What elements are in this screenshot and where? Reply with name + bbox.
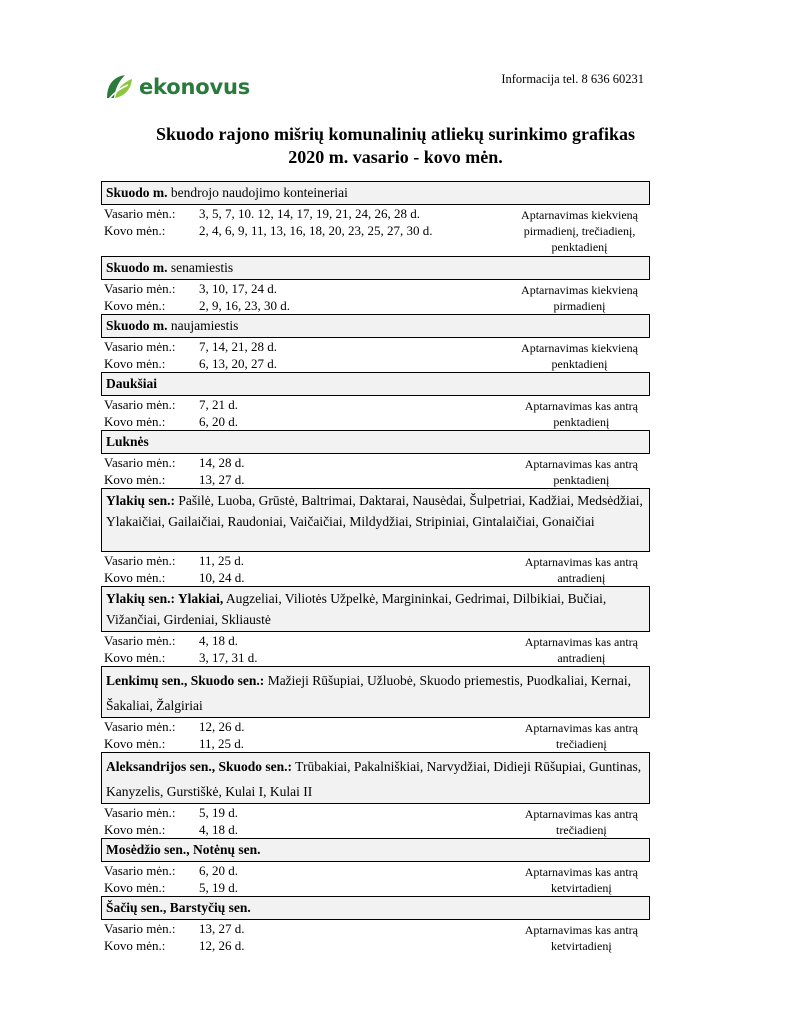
section-area-bold: Daukšiai [106, 376, 158, 391]
section-header [101, 430, 650, 454]
section-area-bold: Lenkimų sen., Skuodo sen.: [106, 673, 265, 688]
note-line: penktadienį [553, 415, 610, 429]
collection-days: 14, 28 d. [199, 455, 245, 470]
note-line: penktadienį [551, 357, 608, 371]
section-area-bold: Ylakių sen.: [106, 493, 176, 508]
section-header [101, 181, 650, 205]
month-label: Vasario mėn.: [104, 553, 176, 568]
title-line-2: 2020 m. vasario - kovo mėn. [288, 147, 503, 167]
month-label: Vasario mėn.: [104, 863, 176, 878]
note-line: Aptarnavimas kas antrą [524, 635, 638, 649]
section-area-bold: Aleksandrijos sen., Skuodo sen.: [106, 759, 293, 774]
collection-days: 13, 27 d. [199, 472, 245, 487]
schedule-table [101, 181, 650, 954]
month-label: Vasario mėn.: [104, 921, 176, 936]
note-line: trečiadienį [556, 823, 607, 837]
section-area-rest: naujamiestis [167, 318, 239, 333]
service-note [525, 864, 638, 896]
note-line: penktadienį [553, 473, 610, 487]
service-note [525, 634, 638, 666]
section-body [101, 920, 650, 954]
section-area-bold: Mosėdžio sen., Notėnų sen. [106, 842, 261, 857]
service-note [525, 720, 638, 752]
info-phone: Informacija tel. 8 636 60231 [501, 72, 644, 86]
collection-days: 7, 14, 21, 28 d. [199, 339, 277, 354]
month-label: Kovo mėn.: [104, 223, 166, 238]
page-title [0, 123, 791, 169]
note-line: ketvirtadienį [551, 939, 612, 953]
note-line: penktadienį [551, 240, 608, 254]
title-line-1: Skuodo rajono mišrių komunalinių atliekų surinkimo grafikas [155, 124, 636, 144]
section-header [101, 586, 650, 632]
section-area-bold: Ylakių sen.: Ylakiai, [106, 591, 224, 606]
note-line: Aptarnavimas kas antrą [524, 923, 638, 937]
section-header [101, 488, 650, 552]
service-note [525, 398, 638, 430]
ekonovus-leaf-icon [103, 71, 135, 103]
month-label: Kovo mėn.: [104, 938, 166, 953]
note-line: pirmadienį [553, 299, 606, 313]
section-body [101, 280, 650, 314]
section-body [101, 454, 650, 488]
collection-days: 3, 10, 17, 24 d. [199, 281, 277, 296]
collection-days: 4, 18 d. [199, 822, 238, 837]
note-line: pirmadienį, trečiadienį, [523, 224, 636, 238]
note-line: Aptarnavimas kas antrą [524, 555, 638, 569]
section-area-bold: Skuodo m. [106, 260, 168, 275]
month-label: Kovo mėn.: [104, 736, 166, 751]
section-area-bold: Skuodo m. [106, 185, 168, 200]
note-line: trečiadienį [556, 737, 607, 751]
month-label: Kovo mėn.: [104, 880, 166, 895]
service-note [521, 282, 638, 314]
month-label: Vasario mėn.: [104, 206, 176, 221]
collection-days: 6, 20 d. [199, 863, 238, 878]
section-header [101, 838, 650, 862]
note-line: Aptarnavimas kas antrą [524, 721, 638, 735]
note-line: Aptarnavimas kiekvieną [521, 341, 638, 355]
collection-days: 11, 25 d. [199, 553, 245, 568]
section-body [101, 338, 650, 372]
section-header [101, 256, 650, 280]
month-label: Vasario mėn.: [104, 805, 176, 820]
collection-days: 2, 9, 16, 23, 30 d. [199, 298, 290, 313]
month-label: Vasario mėn.: [104, 339, 176, 354]
collection-days: 13, 27 d. [199, 921, 245, 936]
section-header [101, 896, 650, 920]
section-header [101, 372, 650, 396]
note-line: Aptarnavimas kas antrą [524, 865, 638, 879]
section-area-rest: Augzeliai, Viliotės Užpelkė, Margininkai, Gedrimai, Dilbikiai, Bučiai, Vižančiai, Girdeniai, Skliaustė [106, 591, 607, 627]
section-area-bold: Luknės [106, 434, 149, 449]
section-body [101, 396, 650, 430]
collection-days: 5, 19 d. [199, 880, 238, 895]
note-line: Aptarnavimas kiekvieną [521, 208, 638, 222]
section-area-bold: Šačių sen., Barstyčių sen. [106, 900, 251, 915]
service-note [525, 806, 638, 838]
service-note [525, 554, 638, 586]
month-label: Kovo mėn.: [104, 298, 166, 313]
section-body [101, 632, 650, 666]
month-label: Vasario mėn.: [104, 719, 176, 734]
collection-days: 6, 13, 20, 27 d. [199, 356, 277, 371]
collection-days: 5, 19 d. [199, 805, 238, 820]
month-label: Vasario mėn.: [104, 455, 176, 470]
section-body [101, 718, 650, 752]
section-body [101, 552, 650, 586]
brand-logo [103, 70, 250, 104]
month-label: Kovo mėn.: [104, 822, 166, 837]
collection-days: 11, 25 d. [199, 736, 245, 751]
section-area-rest: Mažieji Rūšupiai, Užluobė, Skuodo priemestis, Puodkaliai, Kernai, Šakaliai, Žalgiriai [106, 673, 632, 713]
note-line: antradienį [557, 571, 606, 585]
collection-days: 7, 21 d. [199, 397, 238, 412]
month-label: Kovo mėn.: [104, 650, 166, 665]
collection-days: 4, 18 d. [199, 633, 238, 648]
collection-days: 3, 17, 31 d. [199, 650, 258, 665]
section-area-rest: senamiestis [167, 260, 234, 275]
collection-days: 6, 20 d. [199, 414, 238, 429]
service-note [521, 207, 638, 255]
service-note [521, 340, 638, 372]
month-label: Vasario mėn.: [104, 281, 176, 296]
month-label: Kovo mėn.: [104, 472, 166, 487]
section-area-rest: bendrojo naudojimo konteineriai [167, 185, 348, 200]
collection-days: 2, 4, 6, 9, 11, 13, 16, 18, 20, 23, 25, 27, 30 d. [199, 223, 433, 238]
note-line: ketvirtadienį [551, 881, 612, 895]
section-header [101, 314, 650, 338]
collection-days: 3, 5, 7, 10. 12, 14, 17, 19, 21, 24, 26, 28 d. [199, 206, 420, 221]
month-label: Vasario mėn.: [104, 397, 176, 412]
section-area-rest: Trūbakiai, Pakalniškiai, Narvydžiai, Didieji Rūšupiai, Guntinas, Kanyzelis, Gurstiškė, Kulai I, Kulai II [106, 759, 642, 799]
note-line: Aptarnavimas kas antrą [524, 457, 638, 471]
service-note [525, 456, 638, 488]
month-label: Kovo mėn.: [104, 414, 166, 429]
service-note [525, 922, 638, 954]
note-line: antradienį [557, 651, 606, 665]
month-label: Vasario mėn.: [104, 633, 176, 648]
note-line: Aptarnavimas kas antrą [524, 807, 638, 821]
section-header [101, 752, 650, 804]
month-label: Kovo mėn.: [104, 570, 166, 585]
brand-name: ekonovus [139, 75, 250, 99]
section-area-bold: Skuodo m. [106, 318, 168, 333]
section-body [101, 862, 650, 896]
collection-days: 10, 24 d. [199, 570, 245, 585]
section-header [101, 666, 650, 718]
month-label: Kovo mėn.: [104, 356, 166, 371]
section-area-rest: Pašilė, Luoba, Grūstė, Baltrimai, Daktarai, Nausėdai, Šulpetriai, Kadžiai, Medsėdžiai, Ylakaičiai, Gailaičiai, Raudoniai, Vaičaičiai, Mildydžiai, Stripiniai, Gintalaičiai, Gonaičiai [106, 493, 643, 529]
collection-days: 12, 26 d. [199, 719, 245, 734]
section-body [101, 205, 650, 256]
collection-days: 12, 26 d. [199, 938, 245, 953]
section-body [101, 804, 650, 838]
note-line: Aptarnavimas kiekvieną [521, 283, 638, 297]
note-line: Aptarnavimas kas antrą [524, 399, 638, 413]
